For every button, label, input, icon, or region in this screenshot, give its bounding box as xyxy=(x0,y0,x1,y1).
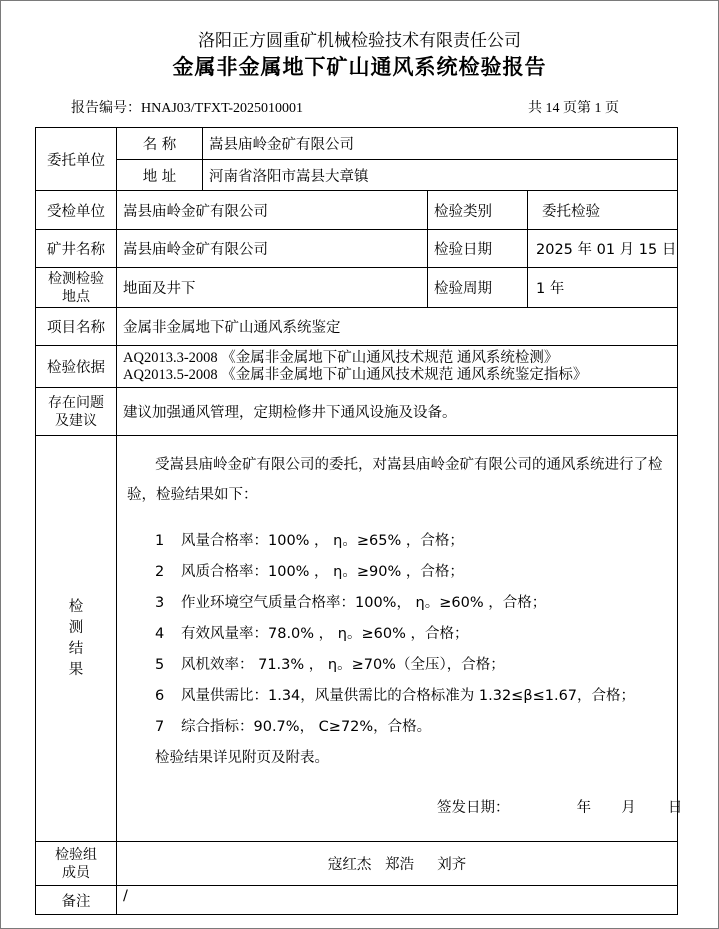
remark-label: 备注 xyxy=(36,886,117,915)
basis-value xyxy=(117,346,678,388)
results-content xyxy=(117,436,683,842)
sign-date xyxy=(437,796,682,817)
results-label-char-4: 果 xyxy=(68,661,84,678)
issues-label-line1: 存在问题 xyxy=(48,394,104,411)
period-label: 检验周期 xyxy=(428,268,528,308)
results-detail: 检验结果详见附页及附表。 xyxy=(155,750,329,766)
team-label-line2: 成员 xyxy=(62,864,90,881)
project-label: 项目名称 xyxy=(36,308,117,346)
result-item: 7 综合指标：90.7%， C≥72%，合格。 xyxy=(155,719,432,735)
sign-day: 日 xyxy=(667,800,683,816)
location-value: 地面及井下 xyxy=(117,268,428,308)
report-table xyxy=(35,127,683,915)
location-label-line1: 检测检验 xyxy=(48,270,104,287)
issues-label xyxy=(36,388,117,436)
team-label-line1: 检验组 xyxy=(55,846,97,863)
results-intro: 受嵩县庙岭金矿有限公司的委托，对嵩县庙岭金矿有限公司的通风系统进行了检验，检验结果如下： xyxy=(127,457,663,503)
sign-date-label: 签发日期： xyxy=(437,800,510,816)
type-label: 检验类别 xyxy=(428,191,528,230)
basis-line-2: AQ2013.5-2008 《金属非金属地下矿山通风技术规范 通风系统鉴定指标》 xyxy=(123,366,588,383)
report-title: 金属非金属地下矿山通风系统检验报告 xyxy=(172,54,547,79)
inspected-label: 受检单位 xyxy=(36,191,117,230)
results-label-char-3: 结 xyxy=(68,640,84,657)
inspected-value: 嵩县庙岭金矿有限公司 xyxy=(117,191,428,230)
company-name: 洛阳正方圆重矿机械检验技术有限责任公司 xyxy=(198,31,521,51)
name-label: 名 称 xyxy=(117,128,203,160)
result-item: 3 作业环境空气质量合格率：100%， η。≥60% ，合格； xyxy=(155,595,547,611)
results-label xyxy=(36,436,117,842)
report-number: 报告编号：HNAJ03/TFXT-2025010001 xyxy=(71,101,304,116)
page-info: 共 14 页第 1 页 xyxy=(528,101,619,116)
result-item: 6 风量供需比：1.34，风量供需比的合格标准为 1.32≤β≤1.67，合格； xyxy=(155,688,636,704)
issues-label-line2: 及建议 xyxy=(55,412,97,429)
type-value: 委托检验 xyxy=(528,191,678,230)
sign-month: 月 xyxy=(621,800,636,816)
location-label xyxy=(36,268,117,308)
result-item: 4 有效风量率：78.0% ， η。≥60% ，合格； xyxy=(155,626,469,642)
team-value: 寇红杰 郑浩 刘齐 xyxy=(117,842,678,886)
basis-line-1: AQ2013.3-2008 《金属非金属地下矿山通风技术规范 通风系统检测》 xyxy=(123,349,559,366)
address-label: 地 址 xyxy=(117,160,203,191)
result-item: 2 风质合格率：100% ， η。≥90% ，合格； xyxy=(155,564,464,580)
date-value: 2025 年 01 月 15 日 xyxy=(528,230,678,268)
sign-year: 年 xyxy=(576,800,592,816)
results-label-char-2: 测 xyxy=(68,619,84,636)
remark-value: / xyxy=(117,886,678,915)
date-label: 检验日期 xyxy=(428,230,528,268)
name-value: 嵩县庙岭金矿有限公司 xyxy=(203,128,678,160)
team-label xyxy=(36,842,117,886)
mine-label: 矿井名称 xyxy=(36,230,117,268)
basis-label: 检验依据 xyxy=(36,346,117,388)
client-label: 委托单位 xyxy=(36,128,117,191)
issues-value: 建议加强通风管理，定期检修井下通风设施及设备。 xyxy=(117,388,678,436)
result-item: 1 风量合格率：100% ， η。≥65% ，合格； xyxy=(155,533,464,549)
project-value: 金属非金属地下矿山通风系统鉴定 xyxy=(117,308,678,346)
mine-value: 嵩县庙岭金矿有限公司 xyxy=(117,230,428,268)
period-value: 1 年 xyxy=(528,268,678,308)
results-label-char-1: 检 xyxy=(68,598,84,615)
address-value: 河南省洛阳市嵩县大章镇 xyxy=(203,160,678,191)
location-label-line2: 地点 xyxy=(62,288,90,305)
result-item: 5 风机效率： 71.3% ， η。≥70%（全压），合格； xyxy=(155,657,505,673)
